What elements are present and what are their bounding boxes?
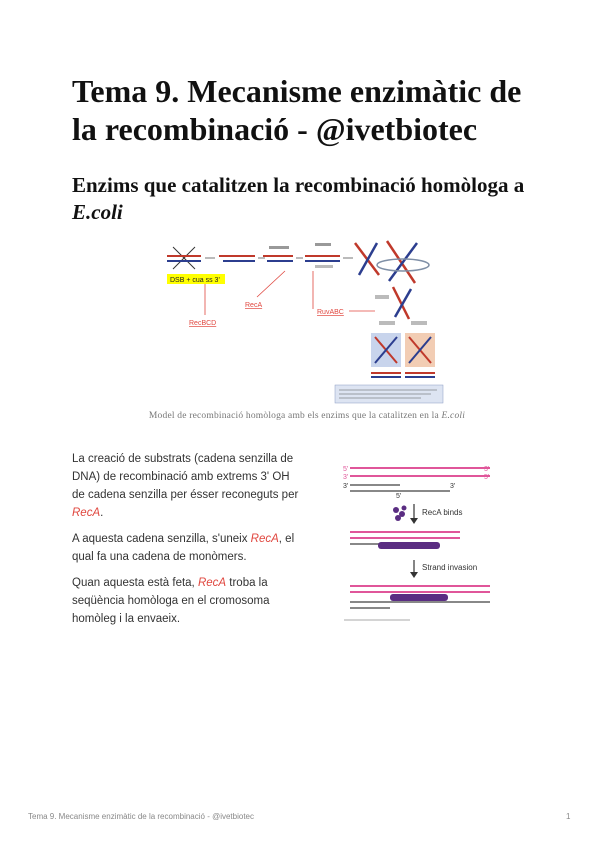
- figure-caption: [72, 411, 542, 421]
- reca-filament: [350, 532, 460, 549]
- dsb-label: DSB + cua ss 3': [170, 277, 220, 284]
- reca-filament-strands: [263, 246, 293, 261]
- end-label: 5': [343, 466, 349, 473]
- strand-invasion-strands: [305, 243, 340, 268]
- paragraph-2-text: A aquesta cadena senzilla, s'uneix: [72, 533, 251, 545]
- body-text: [72, 450, 300, 636]
- step-arrow-head: [410, 572, 418, 578]
- page-title: Tema 9. Mecanisme enzimàtic de la recombinació - @ivetbiotec: [72, 73, 522, 147]
- resolution-product-left: [371, 333, 401, 367]
- page-number: 1: [566, 812, 571, 821]
- holliday-junction: [355, 243, 379, 275]
- step-label-strand-invasion: Strand invasion: [422, 563, 478, 572]
- step-arrow-head: [410, 518, 418, 524]
- step-label-reca-binds: RecA binds: [422, 508, 463, 517]
- figure-caption-organism: E.coli: [441, 411, 466, 421]
- figure-caption-text: Model de recombinació homòloga amb els enzims que la catalitzen en la: [148, 411, 442, 421]
- dsb-strands: [167, 247, 201, 269]
- end-label: 5': [484, 474, 490, 481]
- paragraph-1-end: .: [100, 507, 104, 519]
- footer-text: Tema 9. Mecanisme enzimàtic de la recombinació - @ivetbiotec: [28, 812, 254, 821]
- paragraph-1-text: La creació de substrats (cadena senzilla de DNA) de recombinació amb extrems 3' OH de cadena senzilla per ésser reconeguts per: [72, 453, 299, 501]
- section-heading-organism: E.coli: [72, 200, 123, 224]
- section-heading-text: Enzims que catalitzen la recombinació homòloga a: [72, 173, 525, 197]
- invasion-complex: [350, 586, 490, 608]
- recombination-model-figure: [165, 237, 445, 407]
- paragraph-3-end: troba la seqüència homòloga en el cromosoma homòleg i la envaeix.: [72, 577, 270, 625]
- end-label: 3': [343, 483, 349, 490]
- end-label: 5': [396, 493, 402, 500]
- reca-label: RecA: [245, 302, 263, 309]
- paragraph-2-end: , el qual fa una cadena de monòmers.: [72, 533, 295, 563]
- reca-monomers: [393, 506, 407, 522]
- reca-strand-invasion-figure: [340, 460, 500, 625]
- resected-strands: [219, 256, 255, 261]
- end-label: 3': [484, 466, 490, 473]
- figure-legend-box: [335, 385, 443, 403]
- section-heading: [72, 172, 542, 226]
- reca-term: RecA: [250, 533, 279, 545]
- ruvabc-label: RuvABC: [317, 309, 344, 316]
- paragraph-2: [72, 530, 300, 566]
- paragraph-3-text: Quan aquesta està feta,: [72, 577, 198, 589]
- reca-connector: [257, 271, 285, 297]
- recbcd-label: RecBCD: [189, 320, 217, 327]
- reca-term: RecA: [197, 577, 227, 589]
- reca-term: RecA: [72, 507, 101, 519]
- paragraph-1: [72, 450, 300, 522]
- resolution-product-right: [405, 333, 435, 367]
- twisted-junction: [377, 241, 429, 283]
- paragraph-3: [72, 574, 300, 628]
- end-label: 3': [343, 474, 349, 481]
- product-strands: [371, 373, 435, 377]
- ssdna-overhang: [350, 468, 490, 491]
- junction-resolution: [375, 287, 427, 325]
- end-label: 3': [450, 483, 456, 490]
